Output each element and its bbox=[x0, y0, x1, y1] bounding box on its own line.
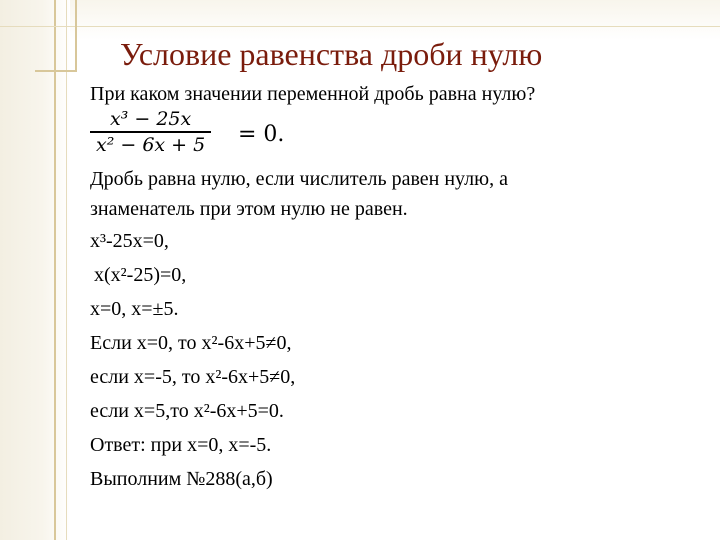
explanation-line-1: Дробь равна нулю, если числитель равен нулю, а bbox=[90, 168, 508, 190]
fraction-denominator: x² − 6x + 5 bbox=[96, 134, 206, 156]
step-line: если x=-5, то x²-6x+5≠0, bbox=[90, 366, 296, 388]
top-decorative-panel bbox=[70, 0, 720, 40]
slide-title: Условие равенства дроби нулю bbox=[120, 36, 543, 72]
left-decorative-panel bbox=[0, 0, 70, 540]
decorative-line bbox=[54, 0, 56, 540]
decorative-line bbox=[0, 26, 720, 27]
equals-zero: = 0. bbox=[238, 122, 285, 147]
step-line: x³-25x=0, bbox=[90, 230, 169, 252]
task-line: Выполним №288(а,б) bbox=[90, 468, 273, 490]
step-line: если x=5,то x²-6x+5=0. bbox=[90, 400, 284, 422]
answer-line: Ответ: при x=0, x=-5. bbox=[90, 434, 272, 456]
decorative-corner bbox=[35, 0, 77, 72]
step-line: x(x²-25)=0, bbox=[94, 264, 187, 286]
fraction-equation bbox=[90, 106, 700, 164]
question-text: При каком значении переменной дробь равна нулю? bbox=[90, 83, 536, 105]
fraction-numerator: x³ − 25x bbox=[90, 108, 211, 133]
explanation-line-2: знаменатель при этом нулю не равен. bbox=[90, 198, 408, 220]
decorative-line bbox=[66, 0, 67, 540]
step-line: Если x=0, то x²-6x+5≠0, bbox=[90, 332, 292, 354]
slide-content bbox=[90, 82, 700, 496]
step-line: x=0, x=±5. bbox=[90, 298, 179, 320]
fraction bbox=[90, 108, 211, 156]
